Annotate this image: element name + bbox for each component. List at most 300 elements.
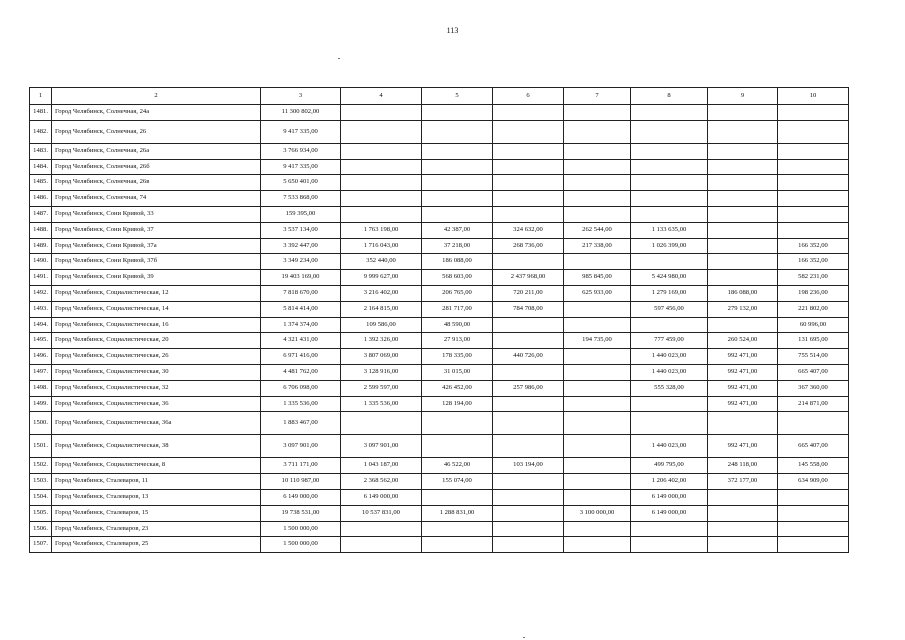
amount-cell <box>341 521 422 537</box>
row-number-cell: 1489. <box>30 238 52 254</box>
row-number-cell: 1488. <box>30 222 52 238</box>
amount-cell <box>631 175 708 191</box>
address-cell: Город Челябинск, Сталеваров, 13 <box>52 489 261 505</box>
table-row <box>30 521 849 537</box>
column-header: 7 <box>564 88 631 105</box>
amount-cell <box>564 474 631 490</box>
amount-cell <box>708 175 778 191</box>
amount-cell <box>708 317 778 333</box>
amount-cell: 1 288 831,00 <box>422 505 493 521</box>
amount-cell <box>493 254 564 270</box>
amount-cell: 6 971 416,00 <box>261 349 341 365</box>
amount-cell: 6 149 000,00 <box>261 489 341 505</box>
table-row <box>30 222 849 238</box>
row-number-cell: 1506. <box>30 521 52 537</box>
amount-cell: 214 871,00 <box>778 396 849 412</box>
amount-cell: 992 471,00 <box>708 380 778 396</box>
amount-cell: 3 766 934,00 <box>261 143 341 159</box>
amount-cell: 1 335 536,00 <box>261 396 341 412</box>
address-cell: Город Челябинск, Сони Кривой, 37а <box>52 238 261 254</box>
amount-cell <box>631 412 708 435</box>
amount-cell: 260 524,00 <box>708 333 778 349</box>
address-cell: Город Челябинск, Сони Кривой, 39 <box>52 270 261 286</box>
table-row <box>30 285 849 301</box>
address-cell: Город Челябинск, Сталеваров, 25 <box>52 537 261 553</box>
amount-cell: 42 387,00 <box>422 222 493 238</box>
amount-cell: 3 711 171,00 <box>261 458 341 474</box>
amount-cell: 11 300 802,00 <box>261 105 341 121</box>
amount-cell: 206 765,00 <box>422 285 493 301</box>
amount-cell: 6 149 000,00 <box>631 505 708 521</box>
amount-cell <box>493 364 564 380</box>
amount-cell <box>564 364 631 380</box>
amount-cell: 3 097 901,00 <box>261 435 341 458</box>
amount-cell: 31 015,00 <box>422 364 493 380</box>
amount-cell: 665 407,00 <box>778 435 849 458</box>
row-number-cell: 1493. <box>30 301 52 317</box>
address-cell: Город Челябинск, Социалистическая, 26 <box>52 349 261 365</box>
amount-cell: 597 456,00 <box>631 301 708 317</box>
table-row <box>30 505 849 521</box>
amount-cell: 992 471,00 <box>708 364 778 380</box>
address-cell: Город Челябинск, Социалистическая, 14 <box>52 301 261 317</box>
amount-cell <box>708 521 778 537</box>
amount-cell: 3 807 069,00 <box>341 349 422 365</box>
amount-cell <box>778 222 849 238</box>
amount-cell <box>422 143 493 159</box>
address-cell: Город Челябинск, Солнечная, 26б <box>52 159 261 175</box>
amount-cell <box>493 105 564 121</box>
amount-cell <box>493 435 564 458</box>
scan-speck <box>338 58 340 59</box>
column-header: 1 <box>30 88 52 105</box>
address-cell: Город Челябинск, Сталеваров, 11 <box>52 474 261 490</box>
amount-cell: 145 558,00 <box>778 458 849 474</box>
amount-cell: 665 407,00 <box>778 364 849 380</box>
amount-cell <box>564 254 631 270</box>
table-row <box>30 458 849 474</box>
amount-cell <box>631 105 708 121</box>
amount-cell: 248 118,00 <box>708 458 778 474</box>
address-cell: Город Челябинск, Солнечная, 74 <box>52 191 261 207</box>
amount-cell <box>422 435 493 458</box>
amount-cell: 372 177,00 <box>708 474 778 490</box>
amount-cell <box>708 143 778 159</box>
address-cell: Город Челябинск, Сталеваров, 23 <box>52 521 261 537</box>
amount-cell <box>422 489 493 505</box>
amount-cell <box>341 120 422 143</box>
column-header: 10 <box>778 88 849 105</box>
table-row <box>30 412 849 435</box>
row-number-cell: 1504. <box>30 489 52 505</box>
amount-cell <box>422 159 493 175</box>
row-number-cell: 1502. <box>30 458 52 474</box>
amount-cell: 755 514,00 <box>778 349 849 365</box>
amount-cell <box>778 521 849 537</box>
amount-cell <box>631 317 708 333</box>
amount-cell: 268 736,00 <box>493 238 564 254</box>
amount-cell <box>493 505 564 521</box>
amount-cell <box>493 206 564 222</box>
amount-cell <box>422 521 493 537</box>
amount-cell: 5 424 980,00 <box>631 270 708 286</box>
amount-cell <box>564 537 631 553</box>
amount-cell: 720 211,00 <box>493 285 564 301</box>
amount-cell: 1 374 374,00 <box>261 317 341 333</box>
row-number-cell: 1505. <box>30 505 52 521</box>
amount-cell <box>493 120 564 143</box>
amount-cell: 1 206 402,00 <box>631 474 708 490</box>
amount-cell: 46 522,00 <box>422 458 493 474</box>
amount-cell: 985 845,00 <box>564 270 631 286</box>
amount-cell: 367 360,00 <box>778 380 849 396</box>
amount-cell <box>778 191 849 207</box>
amount-cell <box>564 143 631 159</box>
amount-cell <box>422 120 493 143</box>
amount-cell <box>778 175 849 191</box>
table-row <box>30 206 849 222</box>
amount-cell <box>708 537 778 553</box>
row-number-cell: 1490. <box>30 254 52 270</box>
address-cell: Город Челябинск, Социалистическая, 16 <box>52 317 261 333</box>
address-cell: Город Челябинск, Социалистическая, 36 <box>52 396 261 412</box>
row-number-cell: 1481. <box>30 105 52 121</box>
amount-cell: 3 216 402,00 <box>341 285 422 301</box>
amount-cell: 499 795,00 <box>631 458 708 474</box>
amount-cell <box>341 537 422 553</box>
amount-cell <box>708 105 778 121</box>
table-row <box>30 175 849 191</box>
amount-cell <box>422 206 493 222</box>
amount-cell: 992 471,00 <box>708 435 778 458</box>
row-number-cell: 1494. <box>30 317 52 333</box>
table-row <box>30 380 849 396</box>
amount-cell <box>631 143 708 159</box>
address-cell: Город Челябинск, Солнечная, 26а <box>52 143 261 159</box>
amount-cell: 60 996,00 <box>778 317 849 333</box>
row-number-cell: 1503. <box>30 474 52 490</box>
amount-cell <box>564 349 631 365</box>
amount-cell <box>708 222 778 238</box>
address-cell: Город Челябинск, Сони Кривой, 37б <box>52 254 261 270</box>
amount-cell: 634 909,00 <box>778 474 849 490</box>
table-row <box>30 301 849 317</box>
amount-cell <box>708 505 778 521</box>
amount-cell <box>631 120 708 143</box>
amount-cell: 194 735,00 <box>564 333 631 349</box>
page-number: 113 <box>446 26 459 35</box>
data-table <box>29 87 849 553</box>
scan-speck <box>523 637 525 638</box>
header-row <box>30 88 849 105</box>
amount-cell: 7 818 670,00 <box>261 285 341 301</box>
amount-cell: 217 338,00 <box>564 238 631 254</box>
amount-cell <box>631 191 708 207</box>
table-row <box>30 270 849 286</box>
amount-cell <box>778 505 849 521</box>
amount-cell: 166 352,00 <box>778 254 849 270</box>
amount-cell: 159 395,00 <box>261 206 341 222</box>
amount-cell <box>778 537 849 553</box>
amount-cell: 1 335 536,00 <box>341 396 422 412</box>
amount-cell <box>708 412 778 435</box>
amount-cell: 784 708,00 <box>493 301 564 317</box>
row-number-cell: 1491. <box>30 270 52 286</box>
amount-cell <box>493 474 564 490</box>
amount-cell: 1 763 198,00 <box>341 222 422 238</box>
row-number-cell: 1482. <box>30 120 52 143</box>
amount-cell: 324 632,00 <box>493 222 564 238</box>
amount-cell: 9 417 335,00 <box>261 159 341 175</box>
row-number-cell: 1499. <box>30 396 52 412</box>
address-cell: Город Челябинск, Социалистическая, 20 <box>52 333 261 349</box>
row-number-cell: 1498. <box>30 380 52 396</box>
amount-cell: 4 481 762,00 <box>261 364 341 380</box>
amount-cell <box>564 301 631 317</box>
amount-cell: 1 440 023,00 <box>631 435 708 458</box>
amount-cell: 3 100 000,00 <box>564 505 631 521</box>
table-row <box>30 120 849 143</box>
amount-cell: 9 417 335,00 <box>261 120 341 143</box>
amount-cell: 221 802,00 <box>778 301 849 317</box>
amount-cell: 6 706 098,00 <box>261 380 341 396</box>
amount-cell: 5 814 414,00 <box>261 301 341 317</box>
row-number-cell: 1485. <box>30 175 52 191</box>
amount-cell: 1 279 169,00 <box>631 285 708 301</box>
amount-cell: 178 335,00 <box>422 349 493 365</box>
amount-cell <box>493 412 564 435</box>
amount-cell: 992 471,00 <box>708 396 778 412</box>
amount-cell: 5 650 401,00 <box>261 175 341 191</box>
amount-cell <box>631 521 708 537</box>
amount-cell: 555 328,00 <box>631 380 708 396</box>
amount-cell: 352 440,00 <box>341 254 422 270</box>
amount-cell <box>708 159 778 175</box>
address-cell: Город Челябинск, Социалистическая, 38 <box>52 435 261 458</box>
amount-cell: 3 349 234,00 <box>261 254 341 270</box>
table-row <box>30 317 849 333</box>
amount-cell: 1 043 187,00 <box>341 458 422 474</box>
amount-cell <box>708 489 778 505</box>
row-number-cell: 1486. <box>30 191 52 207</box>
amount-cell <box>564 175 631 191</box>
amount-cell <box>564 206 631 222</box>
column-header: 8 <box>631 88 708 105</box>
amount-cell: 6 149 000,00 <box>631 489 708 505</box>
amount-cell: 2 368 562,00 <box>341 474 422 490</box>
amount-cell <box>341 175 422 191</box>
amount-cell <box>631 206 708 222</box>
table-row <box>30 489 849 505</box>
amount-cell: 440 726,00 <box>493 349 564 365</box>
table-row <box>30 254 849 270</box>
amount-cell: 992 471,00 <box>708 349 778 365</box>
row-number-cell: 1492. <box>30 285 52 301</box>
amount-cell: 37 218,00 <box>422 238 493 254</box>
column-header: 5 <box>422 88 493 105</box>
amount-cell <box>564 191 631 207</box>
address-cell: Город Челябинск, Социалистическая, 36а <box>52 412 261 435</box>
amount-cell <box>564 458 631 474</box>
address-cell: Город Челябинск, Социалистическая, 8 <box>52 458 261 474</box>
amount-cell <box>708 238 778 254</box>
amount-cell <box>341 412 422 435</box>
amount-cell <box>422 175 493 191</box>
row-number-cell: 1484. <box>30 159 52 175</box>
amount-cell <box>631 254 708 270</box>
amount-cell: 4 321 431,00 <box>261 333 341 349</box>
amount-cell <box>564 159 631 175</box>
amount-cell: 6 149 000,00 <box>341 489 422 505</box>
amount-cell: 2 437 968,00 <box>493 270 564 286</box>
amount-cell <box>778 206 849 222</box>
amount-cell <box>708 254 778 270</box>
amount-cell <box>564 435 631 458</box>
address-cell: Город Челябинск, Солнечная, 26 <box>52 120 261 143</box>
amount-cell <box>564 396 631 412</box>
address-cell: Город Челябинск, Солнечная, 24а <box>52 105 261 121</box>
amount-cell: 1 716 043,00 <box>341 238 422 254</box>
amount-cell <box>631 396 708 412</box>
amount-cell: 2 164 815,00 <box>341 301 422 317</box>
amount-cell: 48 590,00 <box>422 317 493 333</box>
address-cell: Город Челябинск, Социалистическая, 30 <box>52 364 261 380</box>
amount-cell: 1 026 399,00 <box>631 238 708 254</box>
amount-cell <box>493 396 564 412</box>
amount-cell: 3 097 901,00 <box>341 435 422 458</box>
amount-cell <box>564 380 631 396</box>
row-number-cell: 1507. <box>30 537 52 553</box>
table-row <box>30 435 849 458</box>
amount-cell <box>708 191 778 207</box>
table-row <box>30 143 849 159</box>
amount-cell: 27 913,00 <box>422 333 493 349</box>
table-row <box>30 159 849 175</box>
table-row <box>30 364 849 380</box>
amount-cell: 1 440 023,00 <box>631 364 708 380</box>
amount-cell <box>422 412 493 435</box>
amount-cell <box>341 206 422 222</box>
amount-cell <box>493 333 564 349</box>
amount-cell <box>708 120 778 143</box>
column-header: 2 <box>52 88 261 105</box>
row-number-cell: 1497. <box>30 364 52 380</box>
amount-cell <box>422 105 493 121</box>
amount-cell <box>341 159 422 175</box>
amount-cell: 3 128 916,00 <box>341 364 422 380</box>
amount-cell <box>778 105 849 121</box>
row-number-cell: 1487. <box>30 206 52 222</box>
table-row <box>30 191 849 207</box>
amount-cell: 257 986,00 <box>493 380 564 396</box>
amount-cell: 10 537 831,00 <box>341 505 422 521</box>
amount-cell: 198 236,00 <box>778 285 849 301</box>
amount-cell <box>493 317 564 333</box>
amount-cell: 1 440 023,00 <box>631 349 708 365</box>
address-cell: Город Челябинск, Сони Кривой, 33 <box>52 206 261 222</box>
amount-cell: 186 088,00 <box>708 285 778 301</box>
address-cell: Город Челябинск, Социалистическая, 12 <box>52 285 261 301</box>
column-header: 6 <box>493 88 564 105</box>
amount-cell: 131 695,00 <box>778 333 849 349</box>
amount-cell: 3 392 447,00 <box>261 238 341 254</box>
amount-cell: 281 717,00 <box>422 301 493 317</box>
amount-cell <box>564 412 631 435</box>
row-number-cell: 1500. <box>30 412 52 435</box>
table-row <box>30 349 849 365</box>
amount-cell <box>493 175 564 191</box>
column-header: 9 <box>708 88 778 105</box>
amount-cell: 1 883 467,00 <box>261 412 341 435</box>
amount-cell <box>564 120 631 143</box>
amount-cell <box>341 143 422 159</box>
amount-cell: 582 231,00 <box>778 270 849 286</box>
amount-cell <box>631 159 708 175</box>
amount-cell: 1 500 000,00 <box>261 537 341 553</box>
amount-cell: 1 133 635,00 <box>631 222 708 238</box>
amount-cell <box>778 143 849 159</box>
amount-cell: 262 544,00 <box>564 222 631 238</box>
amount-cell <box>778 120 849 143</box>
amount-cell <box>778 159 849 175</box>
amount-cell: 109 586,00 <box>341 317 422 333</box>
amount-cell <box>778 489 849 505</box>
amount-cell: 625 933,00 <box>564 285 631 301</box>
table-body <box>30 105 849 553</box>
table-row <box>30 474 849 490</box>
address-cell: Город Челябинск, Солнечная, 26в <box>52 175 261 191</box>
amount-cell: 9 999 627,00 <box>341 270 422 286</box>
amount-cell <box>564 521 631 537</box>
amount-cell: 2 599 597,00 <box>341 380 422 396</box>
amount-cell: 19 403 169,00 <box>261 270 341 286</box>
amount-cell <box>493 521 564 537</box>
amount-cell <box>493 489 564 505</box>
amount-cell <box>631 537 708 553</box>
amount-cell: 155 074,00 <box>422 474 493 490</box>
amount-cell <box>778 412 849 435</box>
amount-cell: 3 537 134,00 <box>261 222 341 238</box>
table-row <box>30 537 849 553</box>
amount-cell: 1 500 000,00 <box>261 521 341 537</box>
amount-cell <box>564 105 631 121</box>
amount-cell <box>708 206 778 222</box>
amount-cell: 1 392 326,00 <box>341 333 422 349</box>
amount-cell: 777 459,00 <box>631 333 708 349</box>
amount-cell <box>341 191 422 207</box>
table-row <box>30 396 849 412</box>
row-number-cell: 1495. <box>30 333 52 349</box>
amount-cell: 103 194,00 <box>493 458 564 474</box>
row-number-cell: 1501. <box>30 435 52 458</box>
amount-cell: 10 110 987,00 <box>261 474 341 490</box>
row-number-cell: 1496. <box>30 349 52 365</box>
address-cell: Город Челябинск, Сони Кривой, 37 <box>52 222 261 238</box>
amount-cell <box>493 537 564 553</box>
table-row <box>30 105 849 121</box>
amount-cell <box>708 270 778 286</box>
amount-cell <box>422 537 493 553</box>
amount-cell: 279 132,00 <box>708 301 778 317</box>
address-cell: Город Челябинск, Сталеваров, 15 <box>52 505 261 521</box>
table-row <box>30 333 849 349</box>
row-number-cell: 1483. <box>30 143 52 159</box>
amount-cell <box>422 191 493 207</box>
amount-cell <box>564 317 631 333</box>
amount-cell: 19 738 531,00 <box>261 505 341 521</box>
column-header: 4 <box>341 88 422 105</box>
amount-cell: 186 088,00 <box>422 254 493 270</box>
